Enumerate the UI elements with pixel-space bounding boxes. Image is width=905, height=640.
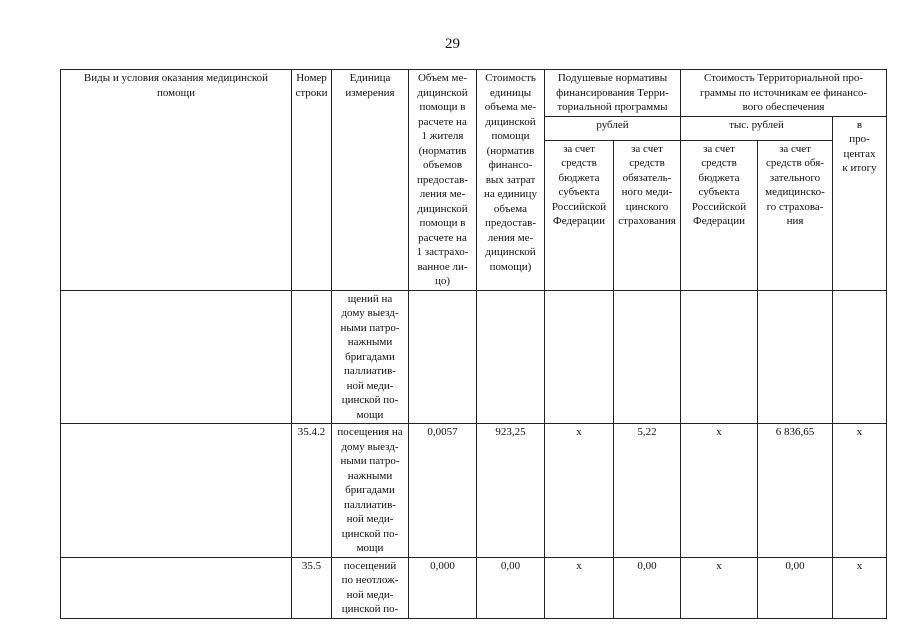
cell-total-oms: 0,00 [758,557,833,618]
cell-norm-oms [614,290,681,424]
cell-percent: х [833,424,887,558]
header-cost-oms: за счет средств обя- зательного медицинско- го страхова- ния [758,140,833,290]
cell-total-budget [681,290,758,424]
cell-name [61,424,292,558]
table-row [61,557,887,618]
header-unit: Единица измерения [332,70,409,291]
cell-percent [833,290,887,424]
financing-table [60,69,887,619]
cell-total-oms: 6 836,65 [758,424,833,558]
cell-unit: посещений по неотлож- ной меди- цинской по- [332,557,409,618]
cell-name [61,557,292,618]
header-percent-top: в [856,118,863,131]
header-line-number: Номер строки [292,70,332,291]
cell-line: 35.4.2 [292,424,332,558]
header-percent-rest: про- центах к итогу [842,133,877,174]
cell-total-budget: х [681,557,758,618]
header-unit-cost: Стоимость единицы объема ме- дицинской помощи (норматив финансо- вых затрат на единицу объема предостав- ления ме- дицинской помощи) [477,70,545,291]
cell-cost [477,290,545,424]
header-norms-unit: рублей [545,116,681,140]
cell-volume: 0,000 [409,557,477,618]
cell-unit: посещения на дому выезд- ными патро- нажными бригадами паллиатив- ной меди- цинской по- мощи [332,424,409,558]
cell-cost: 0,00 [477,557,545,618]
header-percent [833,116,887,290]
cell-norm-oms: 0,00 [614,557,681,618]
table-row [61,424,887,558]
cell-cost: 923,25 [477,424,545,558]
cell-unit: щений на дому выезд- ными патро- нажными бригадами паллиатив- ной меди- цинской по- мощи [332,290,409,424]
cell-percent: х [833,557,887,618]
page-number: 29 [445,36,460,52]
cell-volume: 0,0057 [409,424,477,558]
cell-norm-oms: 5,22 [614,424,681,558]
header-norm-budget: за счет средств бюджета субъекта Российской Федерации [545,140,614,290]
table-row [61,290,887,424]
cell-name [61,290,292,424]
header-volume: Объем ме- дицинской помощи в расчете на 1 жителя (норматив объемов предостав- ления ме- дицинской помощи в расчете на 1 застрахо- ванное ли- цо) [409,70,477,291]
header-program-cost: Стоимость Территориальной про- граммы по источникам ее финансо- вого обеспечения [681,70,887,117]
cell-line [292,290,332,424]
cell-norm-budget: х [545,424,614,558]
header-per-capita-norms: Подушевые нормативы финансирования Терри- ториальной программы [545,70,681,117]
header-norm-oms: за счет средств обязатель- ного меди- цинского страхования [614,140,681,290]
header-care-types: Виды и условия оказания медицинской помощи [61,70,292,291]
cell-total-oms [758,290,833,424]
cell-total-budget: х [681,424,758,558]
cell-line: 35.5 [292,557,332,618]
cell-norm-budget: х [545,557,614,618]
header-cost-unit: тыс. рублей [681,116,833,140]
cell-norm-budget [545,290,614,424]
cell-volume [409,290,477,424]
header-cost-budget: за счет средств бюджета субъекта Российской Федерации [681,140,758,290]
